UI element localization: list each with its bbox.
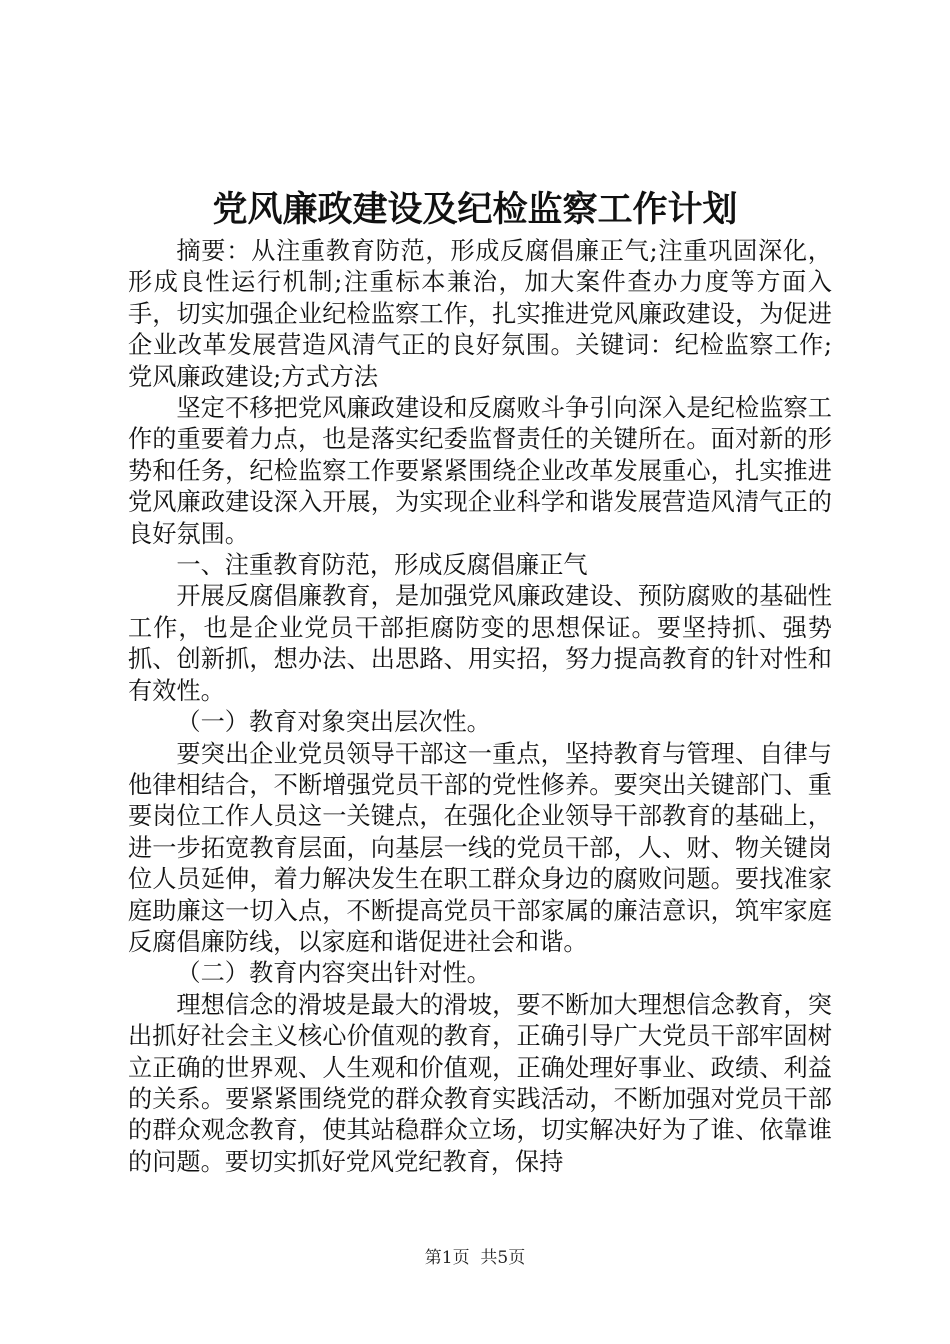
page-number-current: 第1页 <box>424 1248 470 1268</box>
subsection-heading: （二）教育内容突出针对性。 <box>176 959 491 988</box>
body-paragraph: 开展反腐倡廉教育，是加强党风廉政建设、预防腐败的基础性工作，也是企业党员干部拒腐防变的思想保证。要坚持抓、强势抓、创新抓，想办法、出思路、用实招，努力提高教育的针对性和有效性。 <box>128 582 832 705</box>
abstract-paragraph: 摘要：从注重教育防范，形成反腐倡廉正气;注重巩固深化，形成良性运行机制;注重标本兼治，加大案件查办力度等方面入手，切实加强企业纪检监察工作，扎实推进党风廉政建设，为促进企业改革发展营造风清气正的良好氛围。关键词：纪检监察工作;党风廉政建设;方式方法 <box>128 237 832 391</box>
subsection-heading: （一）教育对象突出层次性。 <box>176 708 491 737</box>
page-footer <box>0 1246 950 1270</box>
body-paragraph: 坚定不移把党风廉政建设和反腐败斗争引向深入是纪检监察工作的重要着力点，也是落实纪委监督责任的关键所在。面对新的形势和任务，纪检监察工作要紧紧围绕企业改革发展重心，扎实推进党风廉政建设深入开展，为实现企业科学和谐发展营造风清气正的良好氛围。 <box>128 394 832 548</box>
page-number-total: 共5页 <box>480 1248 526 1268</box>
document-title: 党风廉政建设及纪检监察工作计划 <box>212 189 738 230</box>
section-heading: 一、注重教育防范，形成反腐倡廉正气 <box>176 551 588 580</box>
body-paragraph: 理想信念的滑坡是最大的滑坡，要不断加大理想信念教育，突出抓好社会主义核心价值观的教育，正确引导广大党员干部牢固树立正确的世界观、人生观和价值观，正确处理好事业、政绩、利益的关系。要紧紧围绕党的群众教育实践活动，不断加强对党员干部的群众观念教育，使其站稳群众立场，切实解决好为了谁、依靠谁的问题。要切实抓好党风党纪教育，保持 <box>128 990 832 1176</box>
body-paragraph: 要突出企业党员领导干部这一重点，坚持教育与管理、自律与他律相结合，不断增强党员干部的党性修养。要突出关键部门、重要岗位工作人员这一关键点，在强化企业领导干部教育的基础上，进一步拓宽教育层面，向基层一线的党员干部，人、财、物关键岗位人员延伸，着力解决发生在职工群众身边的腐败问题。要找准家庭助廉这一切入点，不断提高党员干部家属的廉洁意识，筑牢家庭反腐倡廉防线，以家庭和谐促进社会和谐。 <box>128 739 832 956</box>
footer-spacer <box>470 1248 481 1268</box>
document-body <box>128 236 832 1178</box>
